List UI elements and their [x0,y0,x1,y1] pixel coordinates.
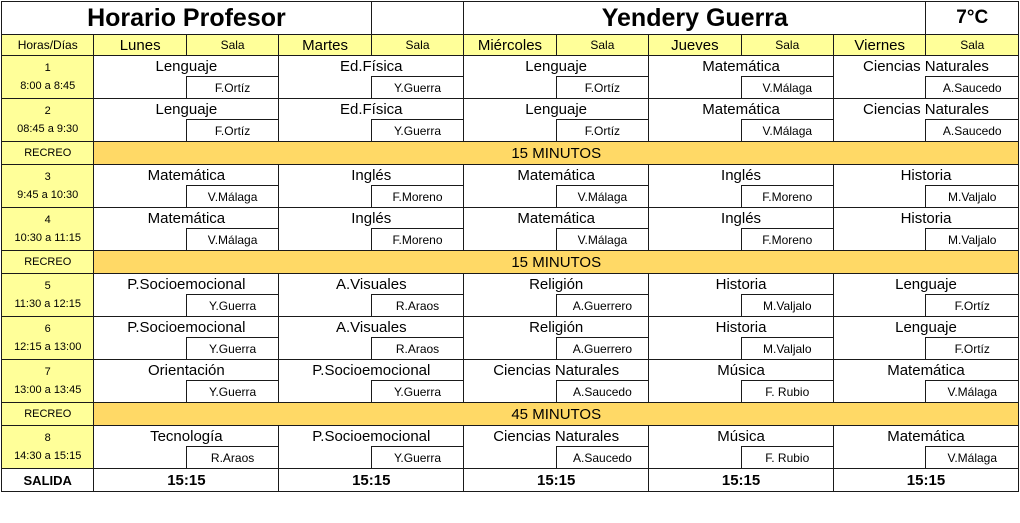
subject-cell: Ciencias Naturales [833,56,1018,77]
teacher-cell: V.Málaga [186,186,278,208]
break-label: RECREO [2,403,94,426]
page-title: Horario Profesor [2,2,372,35]
teacher-cell: M.Valjalo [926,229,1019,251]
teacher-cell: Y.Guerra [371,381,463,403]
subject-cell: Lenguaje [833,317,1018,338]
break-row [2,403,1019,426]
period-time: 08:45 a 9:30 [17,123,79,135]
empty-cell [649,120,741,142]
teacher-row [2,338,1019,360]
teacher-cell: F.Ortíz [556,77,648,99]
teacher-row [2,229,1019,251]
empty-cell [279,381,371,403]
period-time-cell [2,426,94,469]
room-header: Sala [371,35,463,56]
teacher-cell: Y.Guerra [186,381,278,403]
break-duration: 45 MINUTOS [94,403,1019,426]
break-duration: 15 MINUTOS [94,251,1019,274]
empty-cell [833,338,925,360]
subject-cell: Matemática [464,165,649,186]
subject-cell: Lenguaje [464,99,649,120]
period-time: 11:30 a 12:15 [14,298,81,310]
empty-cell [833,381,925,403]
period-time: 13:00 a 13:45 [14,384,82,396]
empty-cell [279,295,371,317]
exit-time: 15:15 [464,469,649,492]
empty-cell [649,447,741,469]
empty-cell [464,295,556,317]
exit-row [2,469,1019,492]
teacher-name: Yendery Guerra [464,2,926,35]
period-time-cell [2,317,94,360]
subject-cell: A.Visuales [279,274,464,295]
period-time-cell [2,360,94,403]
teacher-cell: V.Málaga [741,120,833,142]
subject-cell: Religión [464,317,649,338]
room-header: Sala [926,35,1019,56]
empty-cell [649,77,741,99]
subject-cell: Tecnología [94,426,279,447]
exit-label: SALIDA [2,469,94,492]
teacher-cell: F.Ortíz [186,77,278,99]
teacher-cell: V.Málaga [741,77,833,99]
subject-cell: Matemática [94,208,279,229]
period-time-cell [2,56,94,99]
subject-cell: Inglés [649,165,834,186]
subject-cell: Lenguaje [94,99,279,120]
period-row [2,317,1019,338]
subject-cell: Orientación [94,360,279,381]
teacher-cell: A.Guerrero [556,295,648,317]
teacher-cell: M.Valjalo [741,295,833,317]
title-row [2,2,1019,35]
teacher-cell: F. Rubio [741,447,833,469]
teacher-cell: F.Ortíz [556,120,648,142]
break-label: RECREO [2,251,94,274]
teacher-cell: A.Saucedo [926,120,1019,142]
teacher-cell: V.Málaga [556,186,648,208]
subject-cell: Historia [833,208,1018,229]
empty-cell [279,186,371,208]
subject-cell: Historia [833,165,1018,186]
teacher-cell: R.Araos [371,295,463,317]
break-duration: 15 MINUTOS [94,142,1019,165]
empty-cell [649,229,741,251]
empty-cell [464,186,556,208]
subject-cell: Matemática [649,99,834,120]
period-number: 7 [44,366,51,378]
teacher-row [2,381,1019,403]
empty-cell [279,120,371,142]
empty-cell [464,338,556,360]
subject-cell: P.Socioemocional [279,426,464,447]
day-header-wednesday: Miércoles [464,35,556,56]
subject-cell: Religión [464,274,649,295]
empty-cell [649,295,741,317]
empty-cell [649,381,741,403]
teacher-cell: Y.Guerra [186,338,278,360]
teacher-row [2,447,1019,469]
teacher-cell: V.Málaga [186,229,278,251]
subject-cell: Música [649,360,834,381]
empty-cell [94,120,186,142]
teacher-cell: Y.Guerra [371,77,463,99]
break-label: RECREO [2,142,94,165]
subject-cell: Ed.Física [279,99,464,120]
teacher-row [2,186,1019,208]
teacher-row [2,77,1019,99]
empty-cell [94,338,186,360]
period-time-cell [2,208,94,251]
subject-cell: Matemática [94,165,279,186]
break-row [2,251,1019,274]
period-time-cell [2,99,94,142]
period-row [2,165,1019,186]
subject-cell: Matemática [464,208,649,229]
subject-cell: P.Socioemocional [94,274,279,295]
subject-cell: Matemática [833,360,1018,381]
title-spacer [371,2,463,35]
teacher-row [2,295,1019,317]
subject-cell: Historia [649,274,834,295]
period-time: 10:30 a 11:15 [14,232,81,244]
teacher-cell: F.Moreno [741,229,833,251]
day-header-thursday: Jueves [649,35,741,56]
subject-cell: Matemática [649,56,834,77]
teacher-cell: M.Valjalo [741,338,833,360]
empty-cell [833,120,925,142]
period-row [2,426,1019,447]
period-time: 9:45 a 10:30 [17,189,79,201]
subject-cell: Lenguaje [833,274,1018,295]
teacher-cell: A.Guerrero [556,338,648,360]
teacher-cell: F.Ortíz [926,295,1019,317]
subject-cell: Ed.Física [279,56,464,77]
teacher-cell: A.Saucedo [556,381,648,403]
day-header-tuesday: Martes [279,35,371,56]
period-number: 3 [44,171,51,183]
exit-time: 15:15 [94,469,279,492]
period-time: 14:30 a 15:15 [14,450,82,462]
teacher-row [2,120,1019,142]
subject-cell: Ciencias Naturales [464,360,649,381]
hours-column-header: Horas/Días [2,35,94,56]
empty-cell [464,381,556,403]
teacher-cell: A.Saucedo [926,77,1019,99]
room-header: Sala [556,35,648,56]
schedule-table [1,1,1019,492]
empty-cell [649,338,741,360]
teacher-cell: F. Rubio [741,381,833,403]
empty-cell [94,77,186,99]
temperature-label: 7°C [926,2,1019,35]
empty-cell [833,77,925,99]
period-time: 8:00 a 8:45 [20,80,76,92]
teacher-cell: Y.Guerra [371,447,463,469]
teacher-cell: R.Araos [186,447,278,469]
empty-cell [649,186,741,208]
period-time: 12:15 a 13:00 [14,341,82,353]
empty-cell [279,229,371,251]
period-row [2,274,1019,295]
exit-time: 15:15 [833,469,1018,492]
teacher-cell: F.Ortíz [926,338,1019,360]
empty-cell [94,381,186,403]
empty-cell [464,120,556,142]
exit-time: 15:15 [649,469,834,492]
day-header-friday: Viernes [833,35,925,56]
exit-time: 15:15 [279,469,464,492]
period-number: 4 [44,214,51,226]
room-header: Sala [741,35,833,56]
subject-cell: Lenguaje [94,56,279,77]
day-header-monday: Lunes [94,35,186,56]
subject-cell: Ciencias Naturales [833,99,1018,120]
subject-cell: Historia [649,317,834,338]
period-row [2,360,1019,381]
period-number: 5 [44,280,51,292]
subject-cell: Música [649,426,834,447]
empty-cell [464,77,556,99]
subject-cell: A.Visuales [279,317,464,338]
period-row [2,208,1019,229]
teacher-cell: A.Saucedo [556,447,648,469]
empty-cell [833,186,925,208]
teacher-cell: R.Araos [371,338,463,360]
period-number: 6 [44,323,51,335]
empty-cell [833,229,925,251]
subject-cell: Inglés [279,208,464,229]
empty-cell [279,77,371,99]
subject-cell: Inglés [649,208,834,229]
empty-cell [94,229,186,251]
empty-cell [279,447,371,469]
break-row [2,142,1019,165]
period-time-cell [2,165,94,208]
room-header: Sala [186,35,278,56]
teacher-cell: Y.Guerra [186,295,278,317]
subject-cell: P.Socioemocional [279,360,464,381]
period-time-cell [2,274,94,317]
period-row [2,99,1019,120]
subject-cell: Ciencias Naturales [464,426,649,447]
empty-cell [464,447,556,469]
teacher-cell: Y.Guerra [371,120,463,142]
empty-cell [94,186,186,208]
teacher-cell: V.Málaga [926,381,1019,403]
empty-cell [94,295,186,317]
period-number: 1 [44,62,51,74]
teacher-cell: V.Málaga [926,447,1019,469]
header-row [2,35,1019,56]
period-number: 8 [44,432,51,444]
empty-cell [464,229,556,251]
teacher-cell: F.Moreno [741,186,833,208]
empty-cell [833,295,925,317]
empty-cell [94,447,186,469]
teacher-cell: F.Moreno [371,229,463,251]
teacher-cell: F.Ortíz [186,120,278,142]
subject-cell: Inglés [279,165,464,186]
subject-cell: P.Socioemocional [94,317,279,338]
teacher-cell: V.Málaga [556,229,648,251]
teacher-cell: F.Moreno [371,186,463,208]
empty-cell [833,447,925,469]
period-number: 2 [44,105,51,117]
subject-cell: Lenguaje [464,56,649,77]
subject-cell: Matemática [833,426,1018,447]
period-row [2,56,1019,77]
teacher-cell: M.Valjalo [926,186,1019,208]
empty-cell [279,338,371,360]
